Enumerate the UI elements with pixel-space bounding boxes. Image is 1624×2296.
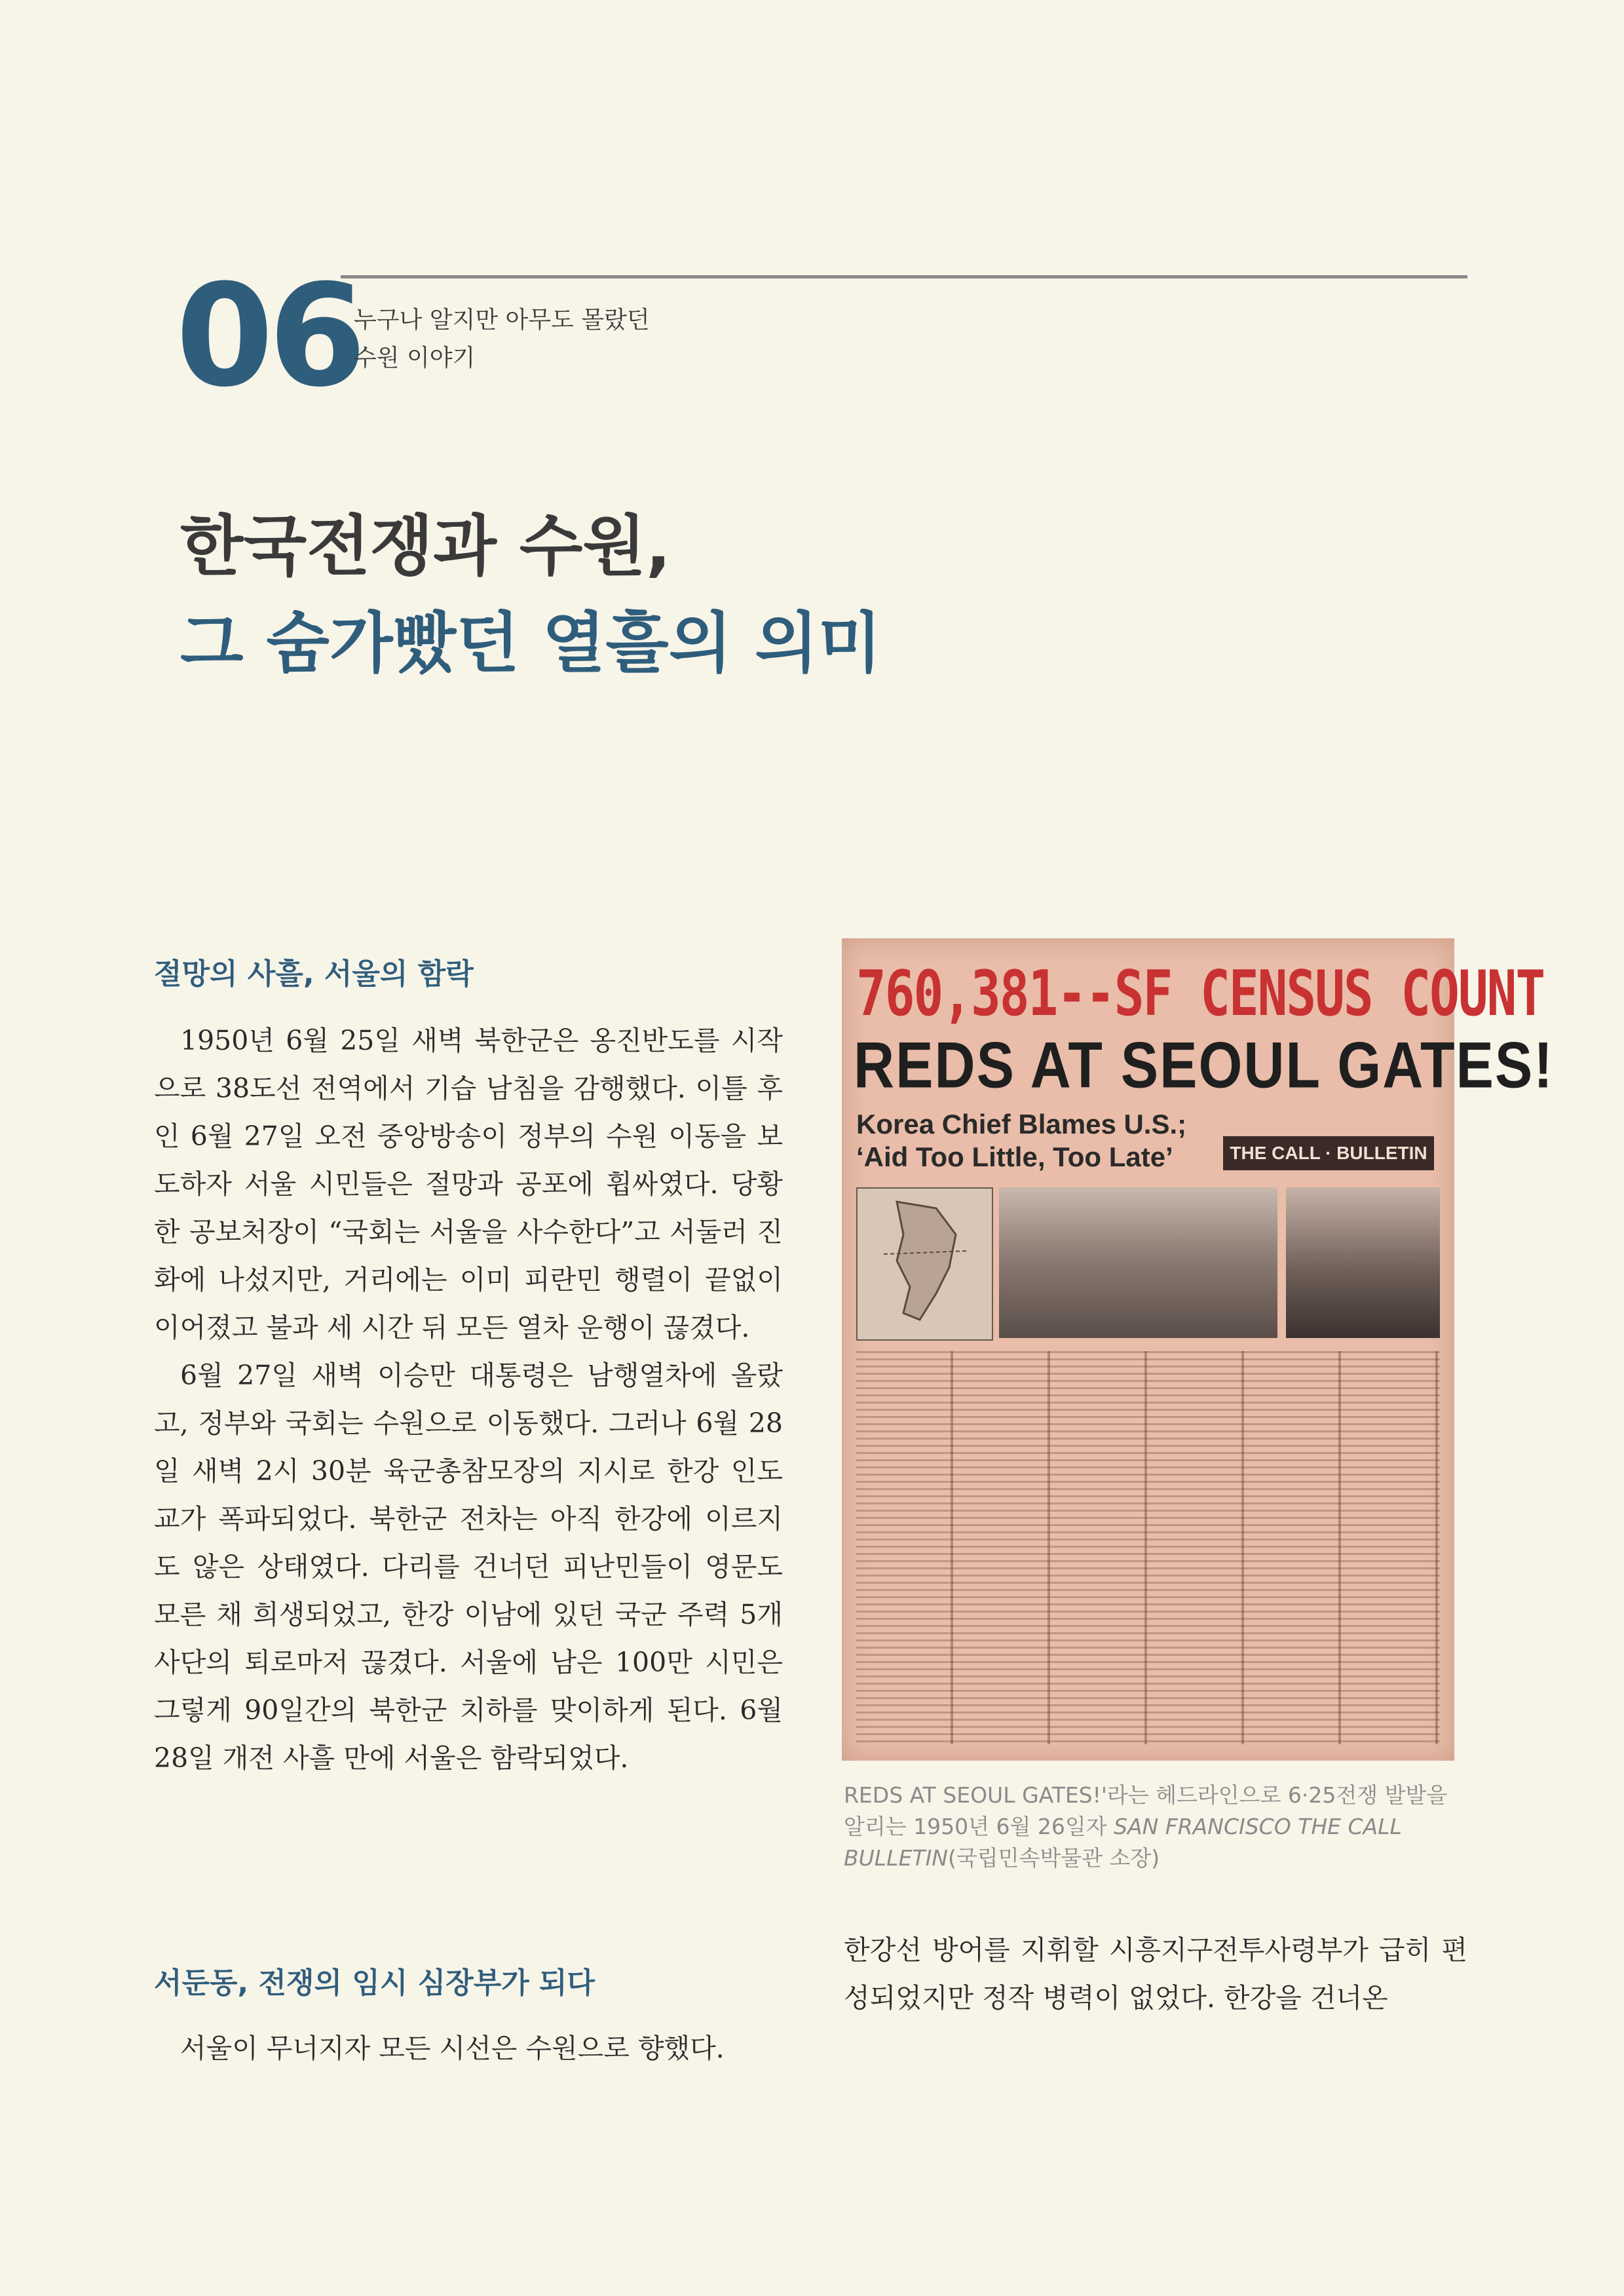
section2-heading: 서둔동, 전쟁의 임시 심장부가 되다	[154, 1966, 595, 2000]
newspaper-image	[842, 938, 1554, 1761]
section1-paragraph-2: 6월 27일 새벽 이승만 대통령은 남행열차에 올랐고, 정부와 국회는 수원으로 이동했다. 그러나 6월 28일 새벽 2시 30분 육군총참모장의 지시로 한강 인도교가 폭파되었다. 북한군 전차는 아직 한강에 이르지도 않은 상태였다. 다리를 건너던 피난민들이 영문도 모른 채 희생되었고, 한강 이남에 있던 국군 주력 5개 사단의 퇴로마저 끊겼다. 서울에 남은 100만 시민은 그렇게 90일간의 북한군 치하를 맞이하게 된다. 6월 28일 개전 사흘 만에 서울은 함락되었다.	[154, 1360, 783, 1774]
right-column-body	[844, 1926, 1467, 2022]
section1-body	[154, 1017, 783, 1782]
section1-heading: 절망의 사흘, 서울의 함락	[154, 957, 474, 991]
caption-line3	[844, 1843, 1456, 1874]
chapter-subtitle	[354, 301, 650, 377]
page-title-line1: 한국전쟁과 수원,	[180, 508, 671, 584]
newspaper-portrait-photo	[1286, 1187, 1440, 1338]
caption-line1: REDS AT SEOUL GATES!'라는 헤드라인으로 6·25전쟁 발발을	[844, 1782, 1448, 1808]
korea-map-icon	[858, 1189, 992, 1339]
newspaper-masthead: THE CALL · BULLETIN	[1223, 1136, 1434, 1170]
newspaper-subheadline-2: ‘Aid Too Little, Too Late’	[856, 1141, 1173, 1172]
newspaper-columns	[856, 1351, 1440, 1744]
newspaper-map-image	[856, 1187, 993, 1341]
section2-paragraph-1: 서울이 무너지자 모든 시선은 수원으로 향했다.	[180, 2033, 725, 2064]
chapter-subtitle-line1: 누구나 알지만 아무도 몰랐던	[354, 307, 650, 334]
newspaper-headline-census: 760,381--SF CENSUS COUNT	[856, 957, 1545, 1030]
caption-line3-italic: BULLETIN	[844, 1845, 948, 1871]
page-title	[180, 498, 881, 692]
chapter-divider	[341, 275, 1467, 278]
caption-line2	[844, 1811, 1456, 1843]
caption-line2-italic: SAN FRANCISCO THE CALL	[1114, 1814, 1402, 1839]
image-caption	[844, 1780, 1456, 1874]
newspaper-subheadline-1: Korea Chief Blames U.S.;	[856, 1109, 1187, 1139]
chapter-subtitle-line2: 수원 이야기	[354, 345, 476, 372]
newspaper-headline-seoul: REDS AT SEOUL GATES!	[854, 1029, 1554, 1102]
section2-body	[154, 2025, 783, 2073]
newspaper-city-photo	[999, 1187, 1277, 1338]
chapter-number: 06	[176, 254, 362, 418]
caption-line2-prefix: 알리는 1950년 6월 26일자	[844, 1814, 1114, 1839]
caption-line3-suffix: (국립민속박물관 소장)	[948, 1845, 1160, 1871]
right-column-paragraph: 한강선 방어를 지휘할 시흥지구전투사령부가 급히 편성되었지만 정작 병력이 없었다. 한강을 건너온	[844, 1934, 1467, 2014]
section1-paragraph-1: 1950년 6월 25일 새벽 북한군은 옹진반도를 시작으로 38도선 전역에서 기습 남침을 감행했다. 이틀 후인 6월 27일 오전 중앙방송이 정부의 수원 이동을 보도하자 서울 시민들은 절망과 공포에 휩싸였다. 당황한 공보처장이 “국회는 서울을 사수한다”고 서둘러 진화에 나섰지만, 거리에는 이미 피란민 행렬이 끝없이 이어졌고 불과 세 시간 뒤 모든 열차 운행이 끊겼다.	[154, 1025, 783, 1343]
page-title-line2: 그 숨가빴던 열흘의 의미	[180, 605, 882, 681]
